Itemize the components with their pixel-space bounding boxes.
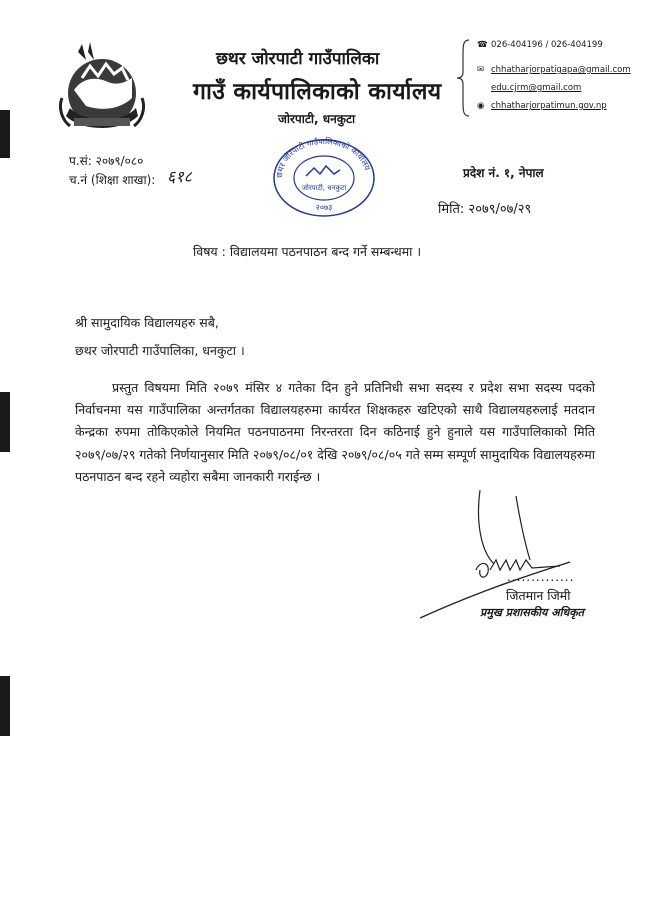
contact-email-2 xyxy=(477,83,581,93)
contact-phone xyxy=(477,40,603,50)
phone-numbers: 026-404196 / 026-404199 xyxy=(491,40,603,50)
email-link-1[interactable]: chhatharjorpatigapa@gmail.com xyxy=(491,65,631,75)
contact-website xyxy=(477,101,607,111)
stamp-ring-text: छथर जोरपाटी गाउँपालिकाको कार्यालय xyxy=(274,136,372,179)
scan-edge-mark xyxy=(0,110,10,158)
official-stamp xyxy=(268,134,380,218)
scan-edge-mark xyxy=(0,676,10,736)
email-link-2[interactable]: edu.cjrm@gmail.com xyxy=(491,83,582,93)
phone-icon: ☎ xyxy=(477,40,488,50)
dispatch-number-handwritten: ६१८ xyxy=(167,167,192,186)
office-location: जोरपाटी, धनकुटा xyxy=(278,112,356,126)
website-link[interactable]: chhatharjorpatimun.gov.np xyxy=(491,101,607,111)
scan-edge-mark xyxy=(0,392,10,452)
signatory-title: प्रमुख प्रशासकीय अधिकृत xyxy=(480,606,584,619)
svg-text:छथर जोरपाटी गाउँपालिकाको कार्य xyxy=(275,136,372,178)
organization-name: छथर जोरपाटी गाउँपालिका xyxy=(216,49,380,69)
dispatch-number-label: च.नं (शिक्षा शाखा): xyxy=(69,173,156,187)
signatory-name: जितमान जिमी xyxy=(506,588,571,603)
office-title: गाउँ कार्यपालिकाको कार्यालय xyxy=(193,79,442,105)
stamp-year: २०७३ xyxy=(315,203,333,212)
letter-body: प्रस्तुत विषयमा मिति २०७९ मंसिर ४ गतेका दिन हुने प्रतिनिधी सभा सदस्य र प्रदेश सभा सदस्य पदको निर्वाचनमा यस गाउँपालिका अन्तर्गतका विद्यालयहरुमा कार्यरत शिक्षकहरु खटिएको साथै विद्यालयहरुलाई मतदान केन्द्रका रुपमा तोकिएकोले नियमित पठनपाठनमा निरन्तरता दिन कठिनाई हुने हुनाले यस गाउँपालिकाको मिति २०७९/०७/२९ गतेको निर्णयानुसार मिति २०७९/०८/०१ देखि २०७९/०८/०५ गते सम्म सम्पूर्ण सामुदायिक विद्यालयहरुमा पठनपाठन बन्द रहने व्यहोरा सबैमा जानकारी गराईन्छ । xyxy=(75,380,595,484)
globe-icon: ◉ xyxy=(477,101,485,111)
province-label: प्रदेश नं. १, नेपाल xyxy=(463,166,544,180)
brace-decoration xyxy=(455,38,475,118)
stamp-center-text: जोरपाटी, धनकुटा xyxy=(301,184,347,192)
recipient-line-2: छथर जोरपाटी गाउँपालिका, धनकुटा । xyxy=(75,343,245,358)
signature-line: .............. xyxy=(507,570,575,584)
letter-number: प.सं: २०७९/०८० xyxy=(69,154,144,168)
contact-email-1 xyxy=(477,65,631,75)
letter-subject: विषय : विद्यालयमा पठनपाठन बन्द गर्ने सम्बन्धमा । xyxy=(193,244,422,259)
mail-icon: ✉ xyxy=(477,65,485,75)
contact-block xyxy=(455,38,655,118)
recipient-line-1: श्री सामुदायिक विद्यालयहरु सबै, xyxy=(75,315,219,330)
government-emblem xyxy=(52,38,152,138)
letter-date: मिति: २०७९/०७/२९ xyxy=(438,202,532,217)
